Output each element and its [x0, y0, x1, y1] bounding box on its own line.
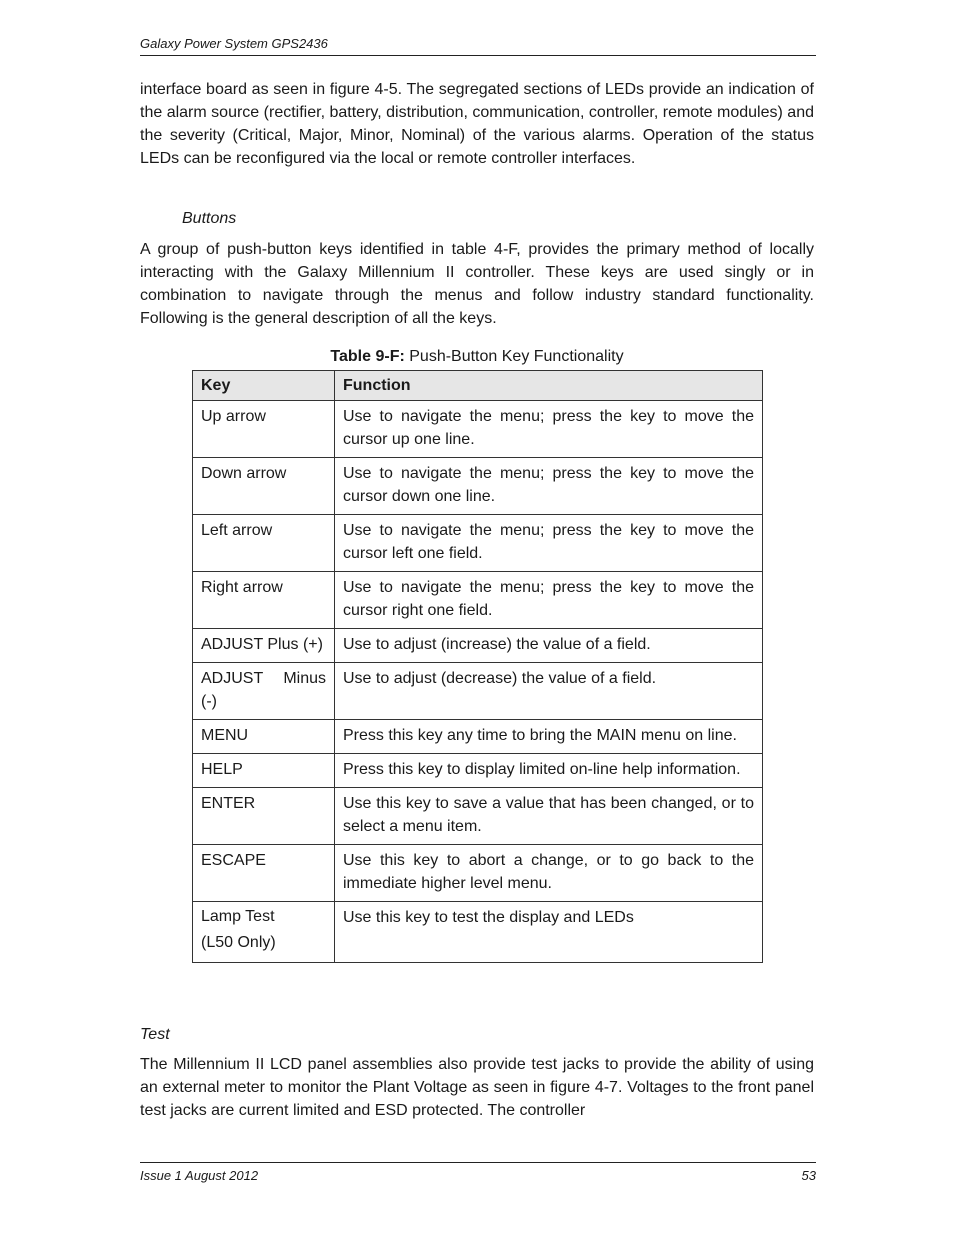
column-header-key: Key [193, 371, 335, 401]
function-cell: Press this key to display limited on-line help information. [335, 754, 763, 788]
function-cell: Use this key to abort a change, or to go back to the immediate higher level menu. [335, 845, 763, 902]
key-cell: Down arrow [193, 458, 335, 515]
function-cell: Use to navigate the menu; press the key to move the cursor left one field. [335, 515, 763, 572]
test-paragraph: The Millennium II LCD panel assemblies also provide test jacks to provide the ability of using an external meter to monitor the Plant Voltage as seen in figure 4-7. Voltages to the front panel test jacks are current limited and ESD protected. The controller [140, 1056, 814, 1119]
key-cell: MENU [193, 720, 335, 754]
key-cell [193, 902, 335, 963]
table-header-row [193, 371, 763, 401]
table-row [193, 788, 763, 845]
column-header-function: Function [335, 371, 763, 401]
buttons-heading: Buttons [182, 210, 237, 227]
key-cell: HELP [193, 754, 335, 788]
table-row [193, 515, 763, 572]
key-cell: ENTER [193, 788, 335, 845]
key-label: Lamp Test [201, 908, 275, 925]
key-cell: ADJUST Minus (-) [193, 663, 335, 720]
key-label-note: (L50 Only) [201, 934, 276, 951]
table-row [193, 902, 763, 963]
key-cell: ADJUST Plus (+) [193, 629, 335, 663]
table-row [193, 663, 763, 720]
table-row [193, 845, 763, 902]
test-heading: Test [140, 1026, 170, 1043]
function-cell: Use to navigate the menu; press the key to move the cursor up one line. [335, 401, 763, 458]
table-row [193, 458, 763, 515]
table-caption-label: Table 9-F: [330, 348, 405, 365]
function-cell: Use to navigate the menu; press the key to move the cursor right one field. [335, 572, 763, 629]
table-caption-text: Push-Button Key Functionality [404, 348, 624, 365]
function-cell: Press this key any time to bring the MAIN menu on line. [335, 720, 763, 754]
table-row [193, 572, 763, 629]
function-cell: Use this key to test the display and LEDs [335, 902, 763, 963]
running-footer [140, 1162, 816, 1183]
page-number: 53 [801, 1168, 816, 1183]
key-cell: Right arrow [193, 572, 335, 629]
table-row [193, 720, 763, 754]
table-row [193, 401, 763, 458]
key-cell: Up arrow [193, 401, 335, 458]
table-row [193, 754, 763, 788]
footer-issue-date: Issue 1 August 2012 [140, 1168, 259, 1183]
key-cell: Left arrow [193, 515, 335, 572]
intro-paragraph: interface board as seen in figure 4-5. The segregated sections of LEDs provide an indication of the alarm source (rectifier, battery, distribution, communication, controller, remote modules) and the severity (Critical, Major, Minor, Nominal) of the various alarms. Operation of the status LEDs can be reconfigured via the local or remote controller interfaces. [140, 81, 814, 167]
key-cell: ESCAPE [193, 845, 335, 902]
function-cell: Use to adjust (increase) the value of a field. [335, 629, 763, 663]
table-caption [192, 348, 762, 366]
running-header: Galaxy Power System GPS2436 [140, 36, 816, 56]
buttons-paragraph: A group of push-button keys identified in table 4-F, provides the primary method of locally interacting with the Galaxy Millennium II controller. These keys are used singly or in combination to navigate through the menus and follow industry standard functionality. Following is the general description of all the keys. [140, 241, 814, 327]
key-function-table [192, 370, 763, 963]
function-cell: Use to adjust (decrease) the value of a field. [335, 663, 763, 720]
function-cell: Use to navigate the menu; press the key to move the cursor down one line. [335, 458, 763, 515]
table-row [193, 629, 763, 663]
function-cell: Use this key to save a value that has been changed, or to select a menu item. [335, 788, 763, 845]
